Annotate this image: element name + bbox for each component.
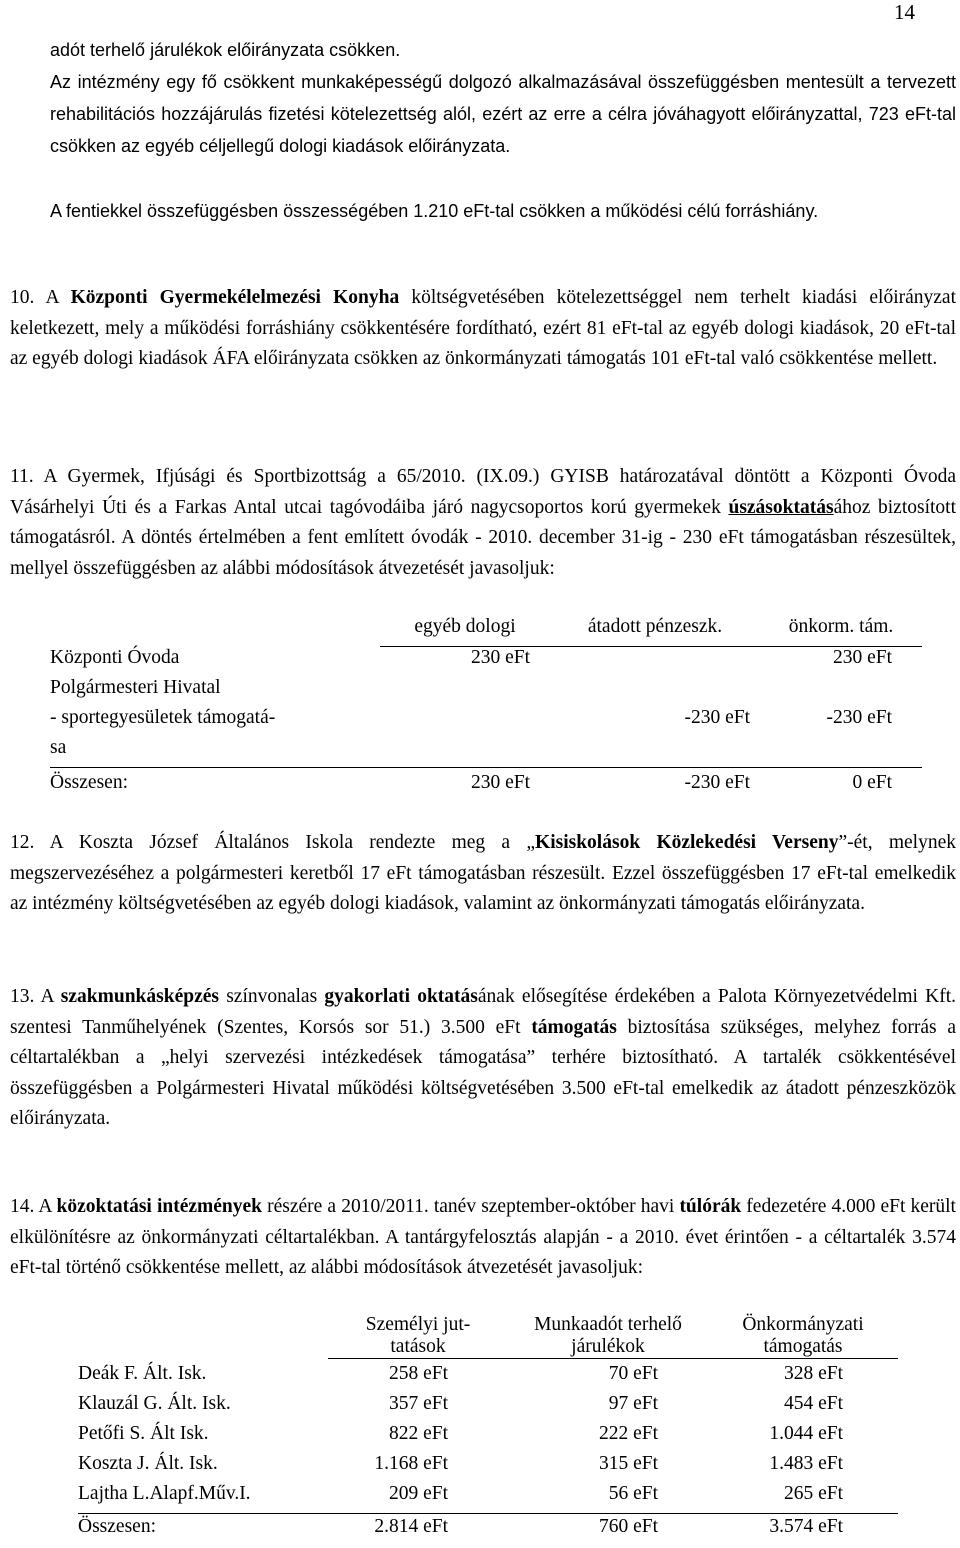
item-number: 12.	[10, 832, 35, 853]
table-row	[50, 707, 922, 737]
table-header	[328, 1314, 508, 1359]
intro-line: adót terhelő járulékok előirányzata csökken.	[50, 40, 401, 60]
table-row	[50, 647, 922, 678]
item-text: A	[38, 1196, 57, 1217]
total-cell: 3.574 eFt	[708, 1514, 898, 1547]
table-cell: 97 eFt	[608, 1393, 658, 1414]
table-cell: -230 eFt	[826, 707, 892, 728]
item-text: A Gyermek, Ifjúsági és Sportbizottság a 65/2010. (IX.09.) GYISB határozatával döntött a Központi Óvoda Vásárhelyi Úti és a Farkas Antal utcai tagóvodáiba járó nagycsoportos korú gyermekek	[10, 466, 956, 518]
table-cell: Polgármesteri Hivatal	[50, 677, 221, 698]
item-number: 13.	[10, 986, 35, 1007]
item-14	[10, 1192, 956, 1284]
item-number: 10.	[10, 287, 35, 308]
table-cell: 328 eFt	[783, 1363, 843, 1384]
table-header-row	[50, 616, 922, 647]
table-header	[508, 1314, 708, 1359]
table-header	[50, 616, 380, 647]
item-12	[10, 828, 956, 920]
bold-term: túlórák	[679, 1196, 742, 1217]
table-total-row	[78, 1514, 898, 1547]
total-label: Összesen:	[78, 1514, 328, 1547]
table-cell: 222 eFt	[598, 1423, 658, 1444]
table-cell: -230 eFt	[684, 707, 750, 728]
bold-term: közoktatási intézmények	[56, 1196, 263, 1217]
header-line: támogatás	[763, 1336, 843, 1357]
table-header	[78, 1314, 328, 1359]
table-row	[78, 1359, 898, 1394]
bold-term: támogatás	[531, 1016, 617, 1038]
item-text: részére a 2010/2011. tanév szeptember-október havi	[262, 1196, 680, 1217]
item-text: A	[45, 287, 71, 308]
table-cell: 230 eFt	[470, 647, 530, 668]
table-cell	[380, 707, 550, 737]
table-cell: 1.483 eFt	[769, 1453, 843, 1474]
emphasized-term: úszásoktatás	[728, 496, 834, 518]
header-line: Munkaadót terhelő	[534, 1314, 682, 1335]
total-cell: -230 eFt	[550, 768, 760, 803]
item-number: 14.	[10, 1196, 35, 1217]
table-total-row	[50, 768, 922, 803]
total-cell: 0 eFt	[760, 768, 922, 803]
table-header: egyéb dologi	[380, 616, 550, 647]
table-cell: sa	[50, 737, 67, 758]
table-cell: 70 eFt	[608, 1363, 658, 1384]
table-cell: Klauzál G. Ált. Isk.	[78, 1393, 231, 1414]
item-13	[10, 982, 956, 1135]
table-cell	[380, 677, 550, 707]
item-text: biztosítása szükséges, melyhez forrás a céltartalékban a „helyi szervezési intézkedések támogatása” terhére biztosítható. A tartalék csökkentésével összefüggésben a Polgármesteri Hivatal működési költségvetésében 3.500 eFt-tal emelkedik az átadott pénzeszközök előirányzata.	[10, 1016, 956, 1129]
table-cell: Központi Óvoda	[50, 646, 180, 668]
table-cell	[380, 737, 550, 768]
table-cell: Deák F. Ált. Isk.	[78, 1362, 207, 1384]
intro-paragraph: Az intézmény egy fő csökkent munkaképességű dolgozó alkalmazásával összefüggésben mentesült a tervezett rehabilitációs hozzájárulás fizetési kötelezettség alól, ezért az erre a célra jóváhagyott előirányzattal, 723 eFt-tal csökken az egyéb céljellegű dologi kiadások előirányzata.	[50, 72, 956, 156]
item-text: költségvetésében kötelezettséggel nem terhelt kiadási előirányzat keletkezett, mely a működési forráshiány csökkentésére fordítható, ezért 81 eFt-tal az egyéb dologi kiadások, 20 eFt-tal az egyéb dologi kiadások ÁFA előirányzata csökken az önkormányzati támogatás 101 eFt-tal való csökkentése mellett.	[10, 287, 956, 369]
table-cell	[760, 737, 922, 768]
table-cell: 315 eFt	[598, 1453, 658, 1474]
table-cell: 56 eFt	[608, 1483, 658, 1504]
table-cell: Lajtha L.Alapf.Műv.I.	[78, 1483, 251, 1504]
table-cell: 1.044 eFt	[769, 1423, 843, 1444]
table-cell	[550, 677, 760, 707]
table-cell	[550, 737, 760, 768]
total-cell: 760 eFt	[508, 1514, 708, 1547]
header-line: Önkormányzati	[742, 1314, 864, 1335]
item-text: színvonalas	[218, 986, 325, 1007]
table-cell: 822 eFt	[388, 1423, 448, 1444]
table-cell: 230 eFt	[832, 647, 892, 668]
modification-table-1	[50, 616, 922, 802]
total-cell: 2.814 eFt	[328, 1514, 508, 1547]
table-row	[50, 737, 922, 768]
header-line: járulékok	[571, 1336, 645, 1357]
institution-name: Központi Gyermekélelmezési Konyha	[70, 287, 400, 308]
event-name: Kisiskolások Közlekedési Verseny	[535, 832, 839, 853]
table-cell	[760, 677, 922, 707]
modification-table-2	[78, 1314, 898, 1546]
item-text: fedezetére 4.000 eFt került elkülönítésre az önkormányzati céltartalékban. A tantárgyfelosztás alapján - a 2010. évet érintően - a céltartalék 3.574 eFt-tal történő csökkentése mellett, az alábbi módosítások átvezetését javasoljuk:	[10, 1196, 956, 1278]
total-label: Összesen:	[50, 768, 380, 803]
item-text: A	[34, 986, 61, 1007]
table-cell: 1.168 eFt	[374, 1453, 448, 1474]
item-text: ”-ét, melynek megszervezéséhez a polgármesteri keretből 17 eFt támogatásban részesült. Ezzel összefüggésben 17 eFt-tal emelkedik az intézmény költségvetésében az egyéb dologi kiadások, valamint az önkormányzati támogatás előirányzata.	[10, 832, 956, 914]
item-text: ának elősegítése érdekében a Palota Környezetvédelmi Kft. szentesi Tanműhelyének (Szentes, Korsós sor 51.) 3.500 eFt	[10, 986, 957, 1038]
intro-paragraph-2: A fentiekkel összefüggésben összességében 1.210 eFt-tal csökken a működési célú forráshiány.	[50, 201, 819, 221]
table-row	[78, 1423, 898, 1453]
item-11	[10, 462, 956, 584]
table-header: önkorm. tám.	[760, 616, 922, 647]
table-row	[78, 1453, 898, 1483]
item-number: 11.	[10, 466, 34, 487]
table-row	[78, 1393, 898, 1423]
item-text: ához biztosított támogatásról. A döntés értelmében a fent említett óvodák - 2010. december 31-ig - 230 eFt támogatásban részesültek, mellyel összefüggésben az alábbi módosítások átvezetését javasoljuk:	[10, 496, 957, 579]
bold-term: gyakorlati oktatás	[324, 986, 478, 1007]
table-cell: 258 eFt	[388, 1363, 448, 1384]
table-cell	[550, 647, 760, 678]
table-cell: Petőfi S. Ált Isk.	[78, 1423, 209, 1444]
table-cell: Koszta J. Ált. Isk.	[78, 1453, 218, 1474]
table-cell: 454 eFt	[783, 1393, 843, 1414]
page-number: 14	[894, 0, 915, 24]
table-cell: 209 eFt	[388, 1483, 448, 1504]
table-cell: 265 eFt	[783, 1483, 843, 1504]
total-cell: 230 eFt	[380, 768, 550, 803]
header-line: Személyi jut-	[365, 1314, 471, 1335]
table-header	[708, 1314, 898, 1359]
table-row	[78, 1483, 898, 1514]
header-line: tatások	[390, 1336, 446, 1357]
table-cell: 357 eFt	[388, 1393, 448, 1414]
bold-term: szakmunkásképzés	[60, 986, 219, 1007]
table-row	[50, 677, 922, 707]
table-header: átadott pénzeszk.	[550, 616, 760, 647]
table-header-row	[78, 1314, 898, 1359]
item-10	[10, 283, 956, 375]
item-text: A Koszta József Általános Iskola rendezte meg a „	[49, 832, 536, 853]
table-cell: - sportegyesületek támogatá-	[50, 707, 276, 728]
